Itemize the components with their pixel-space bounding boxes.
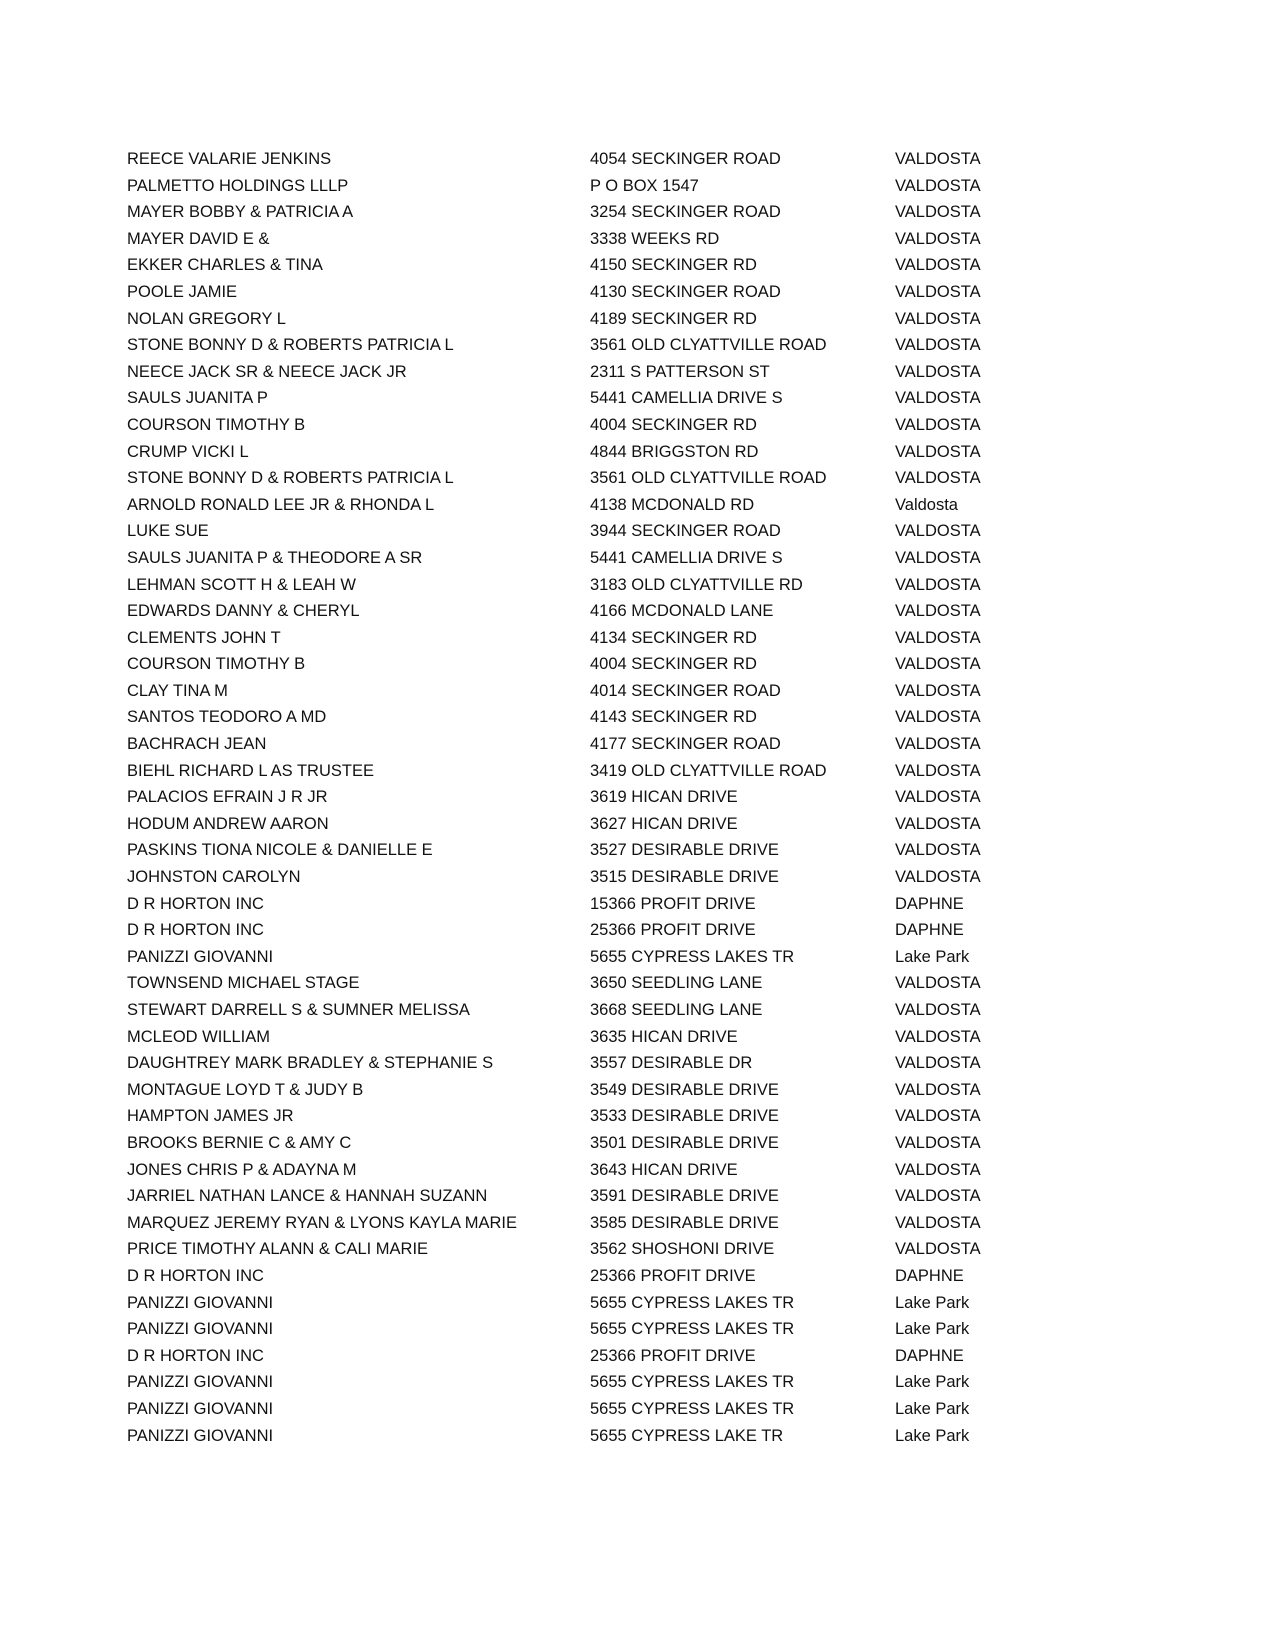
owner-name-cell: LUKE SUE [127,522,209,541]
owner-name-cell: EDWARDS DANNY & CHERYL [127,602,360,621]
street-address-cell: 5655 CYPRESS LAKES TR [590,947,795,966]
table-row [127,1236,1275,1263]
city-cell: VALDOSTA [895,362,981,381]
owner-name-cell: HAMPTON JAMES JR [127,1107,294,1126]
street-address-cell: 15366 PROFIT DRIVE [590,894,756,913]
street-address-cell: 3557 DESIRABLE DR [590,1054,753,1073]
street-address-cell: 3419 OLD CLYATTVILLE ROAD [590,761,827,780]
city-cell: VALDOSTA [895,628,981,647]
city-cell: VALDOSTA [895,469,981,488]
table-row [127,279,1275,306]
street-address-cell: 3515 DESIRABLE DRIVE [590,868,779,887]
city-cell: VALDOSTA [895,336,981,355]
city-cell: VALDOSTA [895,442,981,461]
owner-name-cell: ARNOLD RONALD LEE JR & RHONDA L [127,495,435,514]
table-row [127,332,1275,359]
table-row [127,1210,1275,1237]
owner-name-cell: MONTAGUE LOYD T & JUDY B [127,1080,364,1099]
city-cell: VALDOSTA [895,841,981,860]
owner-name-cell: MAYER BOBBY & PATRICIA A [127,203,354,222]
owner-name-cell: STONE BONNY D & ROBERTS PATRICIA L [127,469,454,488]
city-cell: VALDOSTA [895,761,981,780]
street-address-cell: 3338 WEEKS RD [590,229,720,248]
street-address-cell: 4189 SECKINGER RD [590,309,757,328]
owner-name-cell: D R HORTON INC [127,1266,264,1285]
owner-name-cell: HODUM ANDREW AARON [127,814,329,833]
owner-name-cell: JOHNSTON CAROLYN [127,868,301,887]
street-address-cell: 3591 DESIRABLE DRIVE [590,1187,779,1206]
owner-name-cell: NOLAN GREGORY L [127,309,286,328]
city-cell: VALDOSTA [895,1027,981,1046]
owner-address-list [127,146,1275,1449]
street-address-cell: 4134 SECKINGER RD [590,628,757,647]
table-row [127,412,1275,439]
table-row [127,199,1275,226]
owner-name-cell: PANIZZI GIOVANNI [127,1320,274,1339]
street-address-cell: 25366 PROFIT DRIVE [590,1346,756,1365]
street-address-cell: 3533 DESIRABLE DRIVE [590,1107,779,1126]
street-address-cell: 3650 SEEDLING LANE [590,974,763,993]
table-row [127,678,1275,705]
owner-name-cell: COURSON TIMOTHY B [127,655,306,674]
city-cell: DAPHNE [895,1266,964,1285]
street-address-cell: 5441 CAMELLIA DRIVE S [590,548,783,567]
street-address-cell: 25366 PROFIT DRIVE [590,1266,756,1285]
street-address-cell: 5655 CYPRESS LAKES TR [590,1399,795,1418]
street-address-cell: P O BOX 1547 [590,176,699,195]
city-cell: VALDOSTA [895,150,981,168]
city-cell: VALDOSTA [895,1001,981,1019]
city-cell: VALDOSTA [895,1240,981,1259]
table-row [127,385,1275,412]
city-cell: VALDOSTA [895,203,981,222]
table-row [127,146,1275,173]
street-address-cell: 3501 DESIRABLE DRIVE [590,1133,779,1152]
table-row [127,784,1275,811]
street-address-cell: 3527 DESIRABLE DRIVE [590,841,779,860]
table-row [127,1396,1275,1423]
owner-name-cell: STEWART DARRELL S & SUMNER MELISSA [127,1001,470,1019]
city-cell: VALDOSTA [895,974,981,993]
city-cell: VALDOSTA [895,176,981,195]
table-row [127,1343,1275,1370]
table-row [127,1423,1275,1450]
street-address-cell: 4130 SECKINGER ROAD [590,282,781,301]
city-cell: Lake Park [895,1320,970,1339]
owner-name-cell: PANIZZI GIOVANNI [127,1293,274,1312]
city-cell: Lake Park [895,1426,970,1445]
city-cell: DAPHNE [895,921,964,940]
street-address-cell: 3561 OLD CLYATTVILLE ROAD [590,336,827,355]
city-cell: VALDOSTA [895,282,981,301]
owner-name-cell: JONES CHRIS P & ADAYNA M [127,1160,357,1179]
street-address-cell: 4054 SECKINGER ROAD [590,150,781,168]
table-row [127,518,1275,545]
owner-name-cell: POOLE JAMIE [127,282,238,301]
city-cell: VALDOSTA [895,1080,981,1099]
owner-name-cell: MCLEOD WILLIAM [127,1027,271,1046]
street-address-cell: 3549 DESIRABLE DRIVE [590,1080,779,1099]
city-cell: VALDOSTA [895,389,981,408]
city-cell: DAPHNE [895,894,964,913]
street-address-cell: 25366 PROFIT DRIVE [590,921,756,940]
table-row [127,997,1275,1024]
table-row [127,1183,1275,1210]
table-row [127,439,1275,466]
table-row [127,545,1275,572]
owner-name-cell: SANTOS TEODORO A MD [127,708,327,727]
owner-name-cell: MARQUEZ JEREMY RYAN & LYONS KAYLA MARIE [127,1213,517,1232]
table-row [127,1316,1275,1343]
city-cell: VALDOSTA [895,1133,981,1152]
owner-name-cell: BACHRACH JEAN [127,735,267,754]
table-row [127,252,1275,279]
table-row [127,891,1275,918]
street-address-cell: 3561 OLD CLYATTVILLE ROAD [590,469,827,488]
table-row [127,465,1275,492]
owner-name-cell: BROOKS BERNIE C & AMY C [127,1133,352,1152]
street-address-cell: 3643 HICAN DRIVE [590,1160,738,1179]
owner-name-cell: CLEMENTS JOHN T [127,628,281,647]
city-cell: DAPHNE [895,1346,964,1365]
street-address-cell: 4166 MCDONALD LANE [590,602,774,621]
city-cell: Lake Park [895,1399,970,1418]
street-address-cell: 5655 CYPRESS LAKES TR [590,1373,795,1392]
table-row [127,970,1275,997]
street-address-cell: 5655 CYPRESS LAKES TR [590,1293,795,1312]
owner-name-cell: D R HORTON INC [127,921,264,940]
owner-name-cell: LEHMAN SCOTT H & LEAH W [127,575,356,594]
owner-name-cell: PRICE TIMOTHY ALANN & CALI MARIE [127,1240,429,1259]
street-address-cell: 4014 SECKINGER ROAD [590,681,781,700]
city-cell: VALDOSTA [895,229,981,248]
table-row [127,1130,1275,1157]
city-cell: VALDOSTA [895,309,981,328]
street-address-cell: 4004 SECKINGER RD [590,415,757,434]
street-address-cell: 4177 SECKINGER ROAD [590,735,781,754]
owner-name-cell: STONE BONNY D & ROBERTS PATRICIA L [127,336,454,355]
city-cell: VALDOSTA [895,814,981,833]
table-row [127,625,1275,652]
table-row [127,598,1275,625]
street-address-cell: 4138 MCDONALD RD [590,495,755,514]
city-cell: VALDOSTA [895,415,981,434]
city-cell: VALDOSTA [895,548,981,567]
table-row [127,917,1275,944]
table-row [127,173,1275,200]
owner-name-cell: D R HORTON INC [127,894,264,913]
city-cell: VALDOSTA [895,256,981,275]
table-row [127,572,1275,599]
street-address-cell: 3627 HICAN DRIVE [590,814,738,833]
owner-name-cell: PANIZZI GIOVANNI [127,947,274,966]
table-row [127,1077,1275,1104]
city-cell: Lake Park [895,1293,970,1312]
street-address-cell: 3619 HICAN DRIVE [590,788,738,807]
city-cell: VALDOSTA [895,655,981,674]
table-row [127,1103,1275,1130]
city-cell: VALDOSTA [895,868,981,887]
street-address-cell: 3254 SECKINGER ROAD [590,203,781,222]
table-row [127,492,1275,519]
owner-name-cell: JARRIEL NATHAN LANCE & HANNAH SUZANN [127,1187,488,1206]
table-row [127,226,1275,253]
street-address-cell: 3668 SEEDLING LANE [590,1001,763,1019]
owner-name-cell: EKKER CHARLES & TINA [127,256,323,275]
owner-name-cell: DAUGHTREY MARK BRADLEY & STEPHANIE S [127,1054,494,1073]
street-address-cell: 5655 CYPRESS LAKE TR [590,1426,784,1445]
owner-name-cell: PANIZZI GIOVANNI [127,1399,274,1418]
city-cell: VALDOSTA [895,1160,981,1179]
owner-name-cell: D R HORTON INC [127,1346,264,1365]
owner-name-cell: PALACIOS EFRAIN J R JR [127,788,328,807]
city-cell: VALDOSTA [895,1213,981,1232]
owner-name-cell: PANIZZI GIOVANNI [127,1373,274,1392]
city-cell: Lake Park [895,947,970,966]
street-address-cell: 3183 OLD CLYATTVILLE RD [590,575,803,594]
city-cell: VALDOSTA [895,575,981,594]
owner-name-cell: COURSON TIMOTHY B [127,415,306,434]
table-row [127,359,1275,386]
owner-name-cell: CLAY TINA M [127,681,228,700]
owner-name-cell: PASKINS TIONA NICOLE & DANIELLE E [127,841,433,860]
table-row [127,1369,1275,1396]
table-row [127,651,1275,678]
owner-name-cell: MAYER DAVID E & [127,229,270,248]
owner-name-cell: CRUMP VICKI L [127,442,249,461]
table-row [127,864,1275,891]
table-row [127,731,1275,758]
table-row [127,704,1275,731]
city-cell: VALDOSTA [895,788,981,807]
street-address-cell: 4150 SECKINGER RD [590,256,757,275]
city-cell: VALDOSTA [895,602,981,621]
table-row [127,944,1275,971]
table-row [127,1263,1275,1290]
table-row [127,1050,1275,1077]
owner-name-cell: NEECE JACK SR & NEECE JACK JR [127,362,407,381]
owner-name-cell: BIEHL RICHARD L AS TRUSTEE [127,761,374,780]
owner-name-cell: TOWNSEND MICHAEL STAGE [127,974,360,993]
city-cell: Lake Park [895,1373,970,1392]
street-address-cell: 5655 CYPRESS LAKES TR [590,1320,795,1339]
owner-name-cell: REECE VALARIE JENKINS [127,150,332,168]
table-row [127,811,1275,838]
city-cell: VALDOSTA [895,1187,981,1206]
street-address-cell: 5441 CAMELLIA DRIVE S [590,389,783,408]
street-address-cell: 3585 DESIRABLE DRIVE [590,1213,779,1232]
city-cell: VALDOSTA [895,708,981,727]
city-cell: VALDOSTA [895,522,981,541]
street-address-cell: 3944 SECKINGER ROAD [590,522,781,541]
table-row [127,1157,1275,1184]
street-address-cell: 4844 BRIGGSTON RD [590,442,759,461]
city-cell: VALDOSTA [895,1107,981,1126]
table-row [127,306,1275,333]
owner-name-cell: PANIZZI GIOVANNI [127,1426,274,1445]
street-address-cell: 4143 SECKINGER RD [590,708,757,727]
street-address-cell: 3562 SHOSHONI DRIVE [590,1240,775,1259]
table-row [127,758,1275,785]
city-cell: VALDOSTA [895,1054,981,1073]
owner-name-cell: PALMETTO HOLDINGS LLLP [127,176,349,195]
street-address-cell: 3635 HICAN DRIVE [590,1027,738,1046]
owner-name-cell: SAULS JUANITA P & THEODORE A SR [127,548,423,567]
city-cell: Valdosta [895,495,958,514]
street-address-cell: 2311 S PATTERSON ST [590,362,770,381]
city-cell: VALDOSTA [895,681,981,700]
city-cell: VALDOSTA [895,735,981,754]
table-row [127,1024,1275,1051]
owner-name-cell: SAULS JUANITA P [127,389,268,408]
street-address-cell: 4004 SECKINGER RD [590,655,757,674]
table-row [127,837,1275,864]
table-row [127,1290,1275,1317]
